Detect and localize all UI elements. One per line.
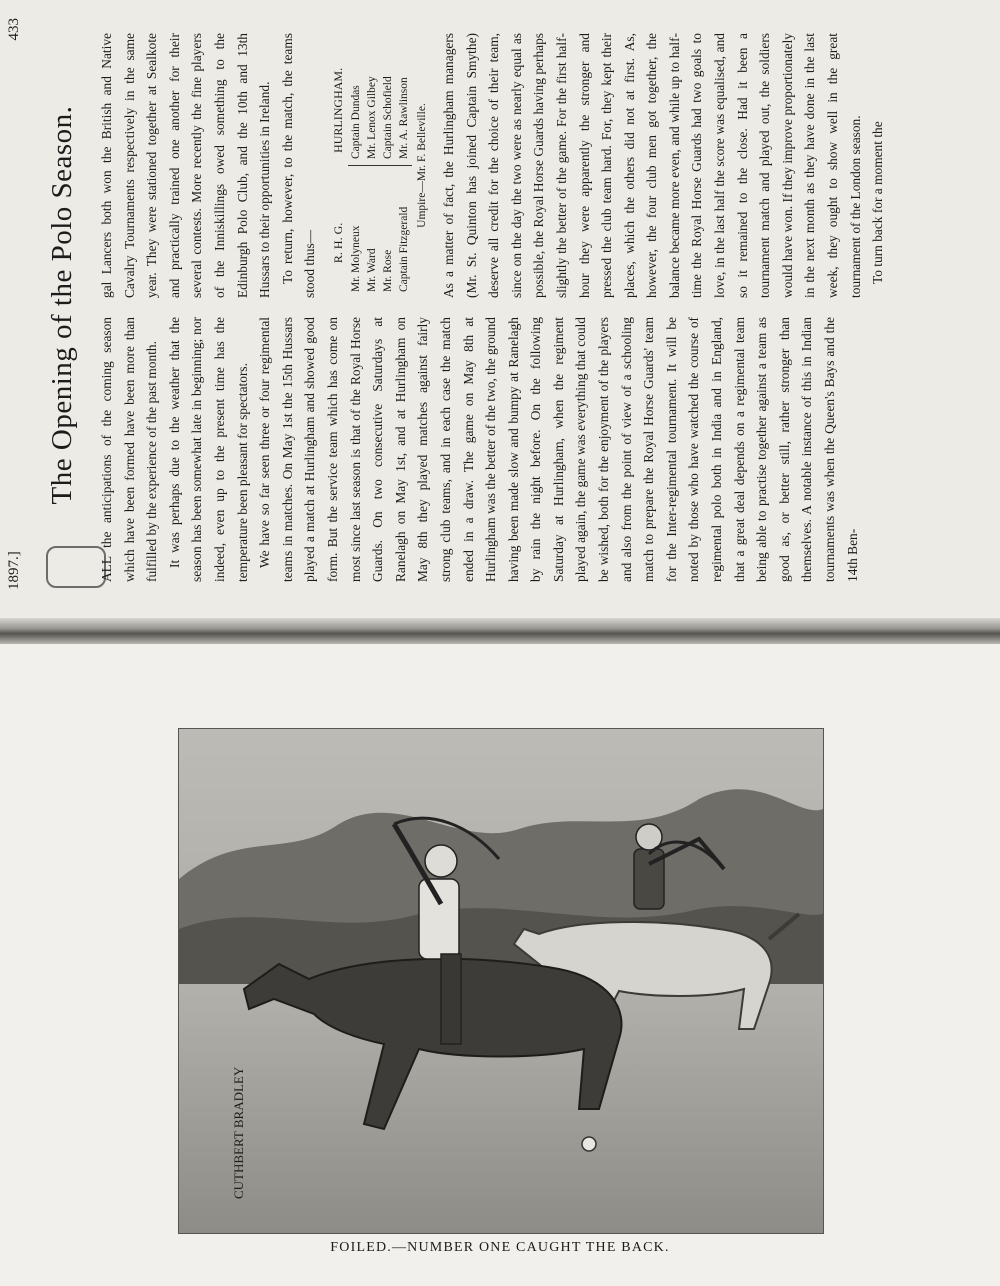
polo-engraving — [179, 729, 823, 1233]
player-name: Mr. Ward — [365, 248, 378, 292]
player-name: Captain Dundas — [349, 85, 362, 159]
player-name: Mr. A. Rawlinson — [397, 77, 410, 159]
text-column-left — [96, 317, 860, 582]
rider-dark-boot — [441, 954, 461, 1044]
rider-dark-torso — [419, 879, 459, 959]
player-name: Captain Fitzgerald — [397, 206, 410, 292]
polo-illustration — [178, 728, 824, 1234]
player-name: Mr. Lenox Gilbey — [365, 76, 378, 159]
player-name: Mr. Rose — [381, 249, 394, 292]
page-number: 433 — [6, 18, 22, 41]
illustration-caption: FOILED.—NUMBER ONE CAUGHT THE BACK. — [330, 1240, 670, 1255]
book-spine — [0, 618, 1000, 644]
team-header-hurlingham: HURLINGHAM. — [330, 67, 345, 153]
team-list-rhg — [348, 165, 412, 298]
team-list-hurlingham — [348, 33, 412, 165]
paragraph: We have so far seen three or four regimental teams in matches. On May 1st the 15th Hussars played a match at Hurlingham and showed good form. But the service team which has come on most since last season is that of the Royal Horse Guards. On two consecutive Saturdays at Ranelagh on May 1st, and at Hurlingham on May 8th they played matches against fairly strong club teams, and in each case the match ended in a draw. The game on May 8th at Hurlingham was the better of the two, the ground having been made slow and bumpy at Ranelagh by rain the night before. On the following Saturday at Hurlingham, when the regiment played again, the game was everything that could be wished, both for the enjoyment of the players and also from the point of view of a schooling match to prepare the Royal Horse Guards' team for the Inter-regimental tournament. It will be noted by those who have watched the course of regimental polo both in India and in England, that a great deal depends on a regimental team being able to practise together against a team as good as, or better still, rather stronger than themselves. A notable instance of this in Indian tournaments was when the Queen's Bays and the 14th Ben- — [257, 317, 860, 582]
text-column-right — [96, 33, 886, 298]
player-name: Mr. Molyneux — [349, 225, 362, 292]
team-header-rhg: R. H. G. — [330, 222, 345, 264]
running-head — [6, 0, 32, 610]
article-title: The Opening of the Polo Season. — [46, 105, 78, 505]
running-head-year: 1897.] — [6, 551, 22, 590]
paragraph: To return, however, to the match, the teams stood thus— — [279, 33, 318, 298]
artist-signature: CUTHBERT BRADLEY — [231, 1066, 246, 1199]
team-lineup — [330, 33, 430, 298]
paragraph: ALL the anticipations of the coming season which have been formed have been more than fulfilled by the experience of the past month. — [99, 317, 160, 582]
rotated-text-block — [0, 0, 1000, 610]
paragraph: To turn back for a moment the — [870, 121, 886, 284]
paragraph: As a matter of fact, the Hurlingham managers (Mr. St. Quinton has joined Captain Smythe) deserve all credit for the choice of their team, since on the day the two were as nearly equal as possible, the Royal Horse Guards having perhaps slightly the better of the game. For the first half-hour they were apparently the stronger and pressed the club team hard. For, they kept their places, which the others did not at first. As, however, the four club men got together, the balance became more even, and while up to half-time the Royal Horse Guards had two goals to love, in the last half the score was equalised, and so it remained to the close. Had it been a tournament match and played out, the soldiers would have won. If they improve proportionately in the next month as they have done in the last week, they ought to show well in the great tournament of the London season. — [440, 33, 863, 298]
polo-ball — [582, 1137, 596, 1151]
paragraph: It was perhaps due to the weather that the season has been somewhat late in beginning; nor indeed, even up to the present time has the temperature been pleasant for spectators. — [166, 317, 250, 582]
umpire-line: Umpire—Mr. F. Belleville. — [415, 103, 428, 228]
rider-dark-head — [425, 845, 457, 877]
player-name: Captain Schofield — [381, 76, 394, 159]
paragraph: gal Lancers both won the British and Native Cavalry Tournaments respectively in the same year. They were stationed together at Sealkote and practically trained one another for their several contests. More recently the fine players of the Inniskillings owed something to the Edinburgh Polo Club, and the 10th and 13th Hussars to their opportunities in Ireland. — [99, 33, 273, 298]
